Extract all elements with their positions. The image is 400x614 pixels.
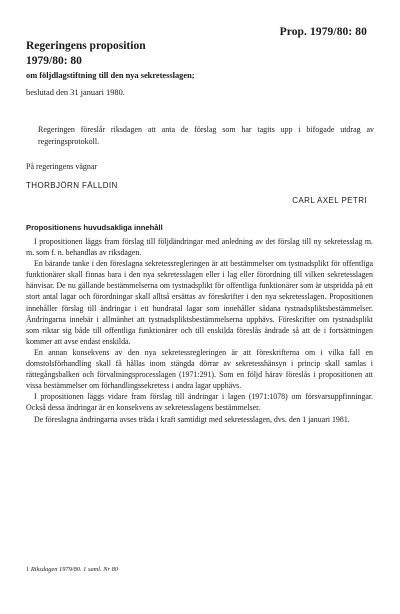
body-paragraph: I propositionen läggs fram förslag till följdändringar med anledning av det förslag till ny sekretesslag m. m. som f. n. behandlas av riksdagen. xyxy=(26,237,373,258)
body-paragraph: En annan konsekvens av den nya sekretessregleringen är att föreskrifterna om i vilka fall en domstolsförhandling skall få hållas inom stängda dörrar av sekretesshänsyn i princip skall samlas i rättegångsbalken och förvaltningsprocesslagen (1971:291). Som en följd härav föreslås i propositionen att vissa bestämmelser om förhandlingssekretess i andra lagar upphävs. xyxy=(26,347,373,391)
body-paragraph: De föreslagna ändringarna avses träda i kraft samtidigt med sekretesslagen, dvs. den 1 januari 1981. xyxy=(34,414,350,424)
decision-date: beslutad den 31 januari 1980. xyxy=(26,88,125,97)
footnote-text: Riksdagen 1979/80. 1 saml. Nr 80 xyxy=(30,566,118,573)
document-title: Regeringens proposition xyxy=(26,40,146,52)
signature-minister: CARL AXEL PETRI xyxy=(292,196,367,205)
section-body xyxy=(26,236,373,425)
signature-prime-minister: THORBJÖRN FÄLLDIN xyxy=(26,181,118,190)
footnote xyxy=(26,566,118,573)
government-line: På regeringens vägnar xyxy=(26,162,98,171)
section-heading: Propositionens huvudsakliga innehåll xyxy=(26,223,163,232)
intro-paragraph: Regeringen föreslår riksdagen att anta de förslag som har tagits upp i bifogade utdrag av regeringsprotokoll. xyxy=(38,125,374,146)
document-subject: om följdlagstiftning till den nya sekretesslagen; xyxy=(26,71,195,80)
footnote-number: 1 xyxy=(26,566,30,573)
body-paragraph: I propositionen läggs vidare fram förslag till ändringar i lagen (1971:1078) om försvarsuppfinningar. Också dessa ändringar är en konsekvens av sekretesslagens bestämmelser. xyxy=(26,392,373,413)
proposition-number: Prop. 1979/80: 80 xyxy=(279,26,367,38)
document-number: 1979/80: 80 xyxy=(26,55,82,67)
body-paragraph: En bärande tanke i den föreslagna sekretessregleringen är att bestämmelser om tystnadsplikt för offentliga funktionärer skall finnas bara i den nya sekretesslagen eller i lag eller förordning till vilken sekretesslagen hänvisar. De nu gällande bestämmelserna om tystnadsplikt för offentliga funktionärer som är utspridda på ett stort antal lagar och förordningar skall alltså ersättas av föreskrifter i den nya sekretesslagen. Propositionen innehåller förslag till ändringar i ett hundratal lagar som innehåller sådana tystnadspliktsbestämmelser. Ändringarna innebär i allmänhet att tystnadspliktsbestämmelserna upphävs. Föreskrifter om tystnadsplikt som riktar sig både till offentliga funktionärer och till enskilda föreslås ändrade så att de i fortsättningen kommer att avse endast enskilda. xyxy=(26,259,373,346)
